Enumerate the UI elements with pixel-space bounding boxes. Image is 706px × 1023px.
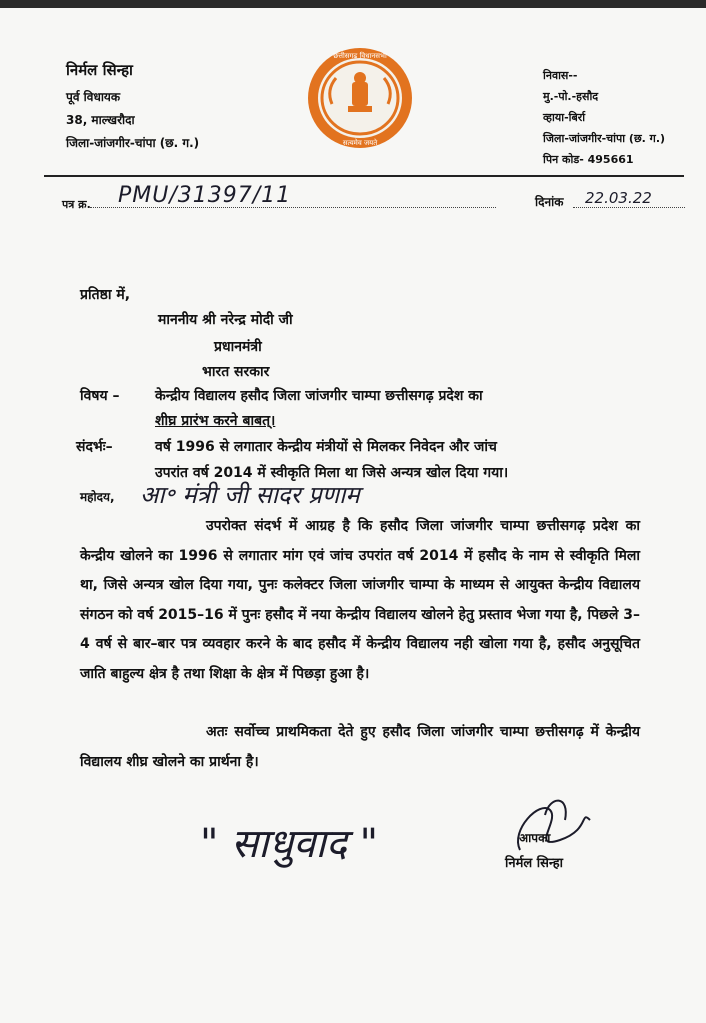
residence-label: निवास-- — [543, 69, 578, 82]
sender-designation: पूर्व विधायक — [66, 90, 121, 104]
emblem-bottom-text: सत्यमेव जयते — [342, 139, 378, 147]
residence-line-2: व्हाया-बिर्रा — [543, 111, 586, 124]
ref-label: पत्र क्र. — [62, 198, 91, 211]
recipient-name: माननीय श्री नरेन्द्र मोदी जी — [158, 312, 293, 328]
assembly-emblem-logo — [306, 46, 414, 150]
date-dotted-line — [573, 207, 685, 208]
date-handwritten: 22.03.22 — [585, 189, 652, 207]
residence-pincode: पिन कोड- 495661 — [543, 153, 634, 166]
salutation: प्रतिष्ठा में, — [80, 287, 131, 303]
recipient-org: भारत सरकार — [202, 364, 270, 380]
reference-line-2: उपरांत वर्ष 2014 में स्वीकृति मिला था जिसे अन्यत्र खोल दिया गया। — [155, 465, 509, 481]
emblem-top-text: छत्तीसगढ़ विधानसभा — [333, 52, 387, 60]
body-paragraph-2: अतः सर्वोच्च प्राथमिकता देते हुए हसौद जिला जांजगीर चाम्पा छत्तीसगढ़ में केन्द्रीय विद्यालय शीघ्र खोलने का प्रार्थना है। — [80, 724, 640, 770]
header-divider — [44, 175, 684, 177]
date-label: दिनांक — [535, 195, 564, 209]
recipient-title: प्रधानमंत्री — [214, 339, 262, 355]
signature-name: निर्मल सिन्हा — [505, 856, 564, 871]
sender-address-2: जिला-जांजगीर-चांपा (छ. ग.) — [66, 136, 200, 150]
reference-label: संदर्भः– — [76, 439, 113, 455]
signature-label: आपका — [519, 831, 551, 845]
handwritten-remark: आ॰ मंत्री जी सादर प्रणाम — [140, 481, 360, 509]
ref-handwritten-number: PMU/31397/11 — [118, 183, 292, 208]
residence-line-3: जिला-जांजगीर-चांपा (छ. ग.) — [543, 132, 666, 145]
handwritten-closing: " साधुवाद " — [200, 821, 379, 867]
sender-address-1: 38, माल्खरौदा — [66, 113, 135, 127]
reference-line-1: वर्ष 1996 से लगातार केन्द्रीय मंत्रीयों से मिलकर निवेदन और जांच — [155, 439, 497, 455]
subject-label: विषय – — [80, 388, 120, 404]
residence-line-1: मु.-पो.-हसौद — [543, 90, 599, 103]
greeting: महोदय, — [80, 490, 115, 504]
sender-name: निर्मल सिन्हा — [66, 61, 133, 79]
body-paragraph-1: उपरोक्त संदर्भ में आग्रह है कि हसौद जिला जांजगीर चाम्पा छत्तीसगढ़ प्रदेश का केन्द्रीय खोलने का 1996 से लगातार मांग एवं जांच उपरांत वर्ष 2014 में हसौद के नाम से स्वीकृति मिला था, जिसे अन्यत्र खोल दिया गया, पुनः कलेक्टर जिला जांजगीर चाम्पा के माध्यम से आयुक्त केन्द्रीय विद्यालय संगठन को वर्ष 2015–16 में पुनः हसौद में नया केन्द्रीय विद्यालय खोलने हेतु प्रस्ताव भेजा गया है, पिछले 3–4 वर्ष से बार–बार पत्र व्यवहार करने के बाद हसौद में केन्द्रीय विद्यालय नही खोला गया है, हसौद अनुसूचित जाति बाहुल्य क्षेत्र है तथा शिक्षा के क्षेत्र में पिछड़ा हुआ है। — [80, 518, 641, 682]
subject-line-1: केन्द्रीय विद्यालय हसौद जिला जांजगीर चाम्पा छत्तीसगढ़ प्रदेश का — [155, 388, 483, 404]
subject-line-2: शीघ्र प्रारंभ करने बाबत्। — [155, 413, 276, 429]
